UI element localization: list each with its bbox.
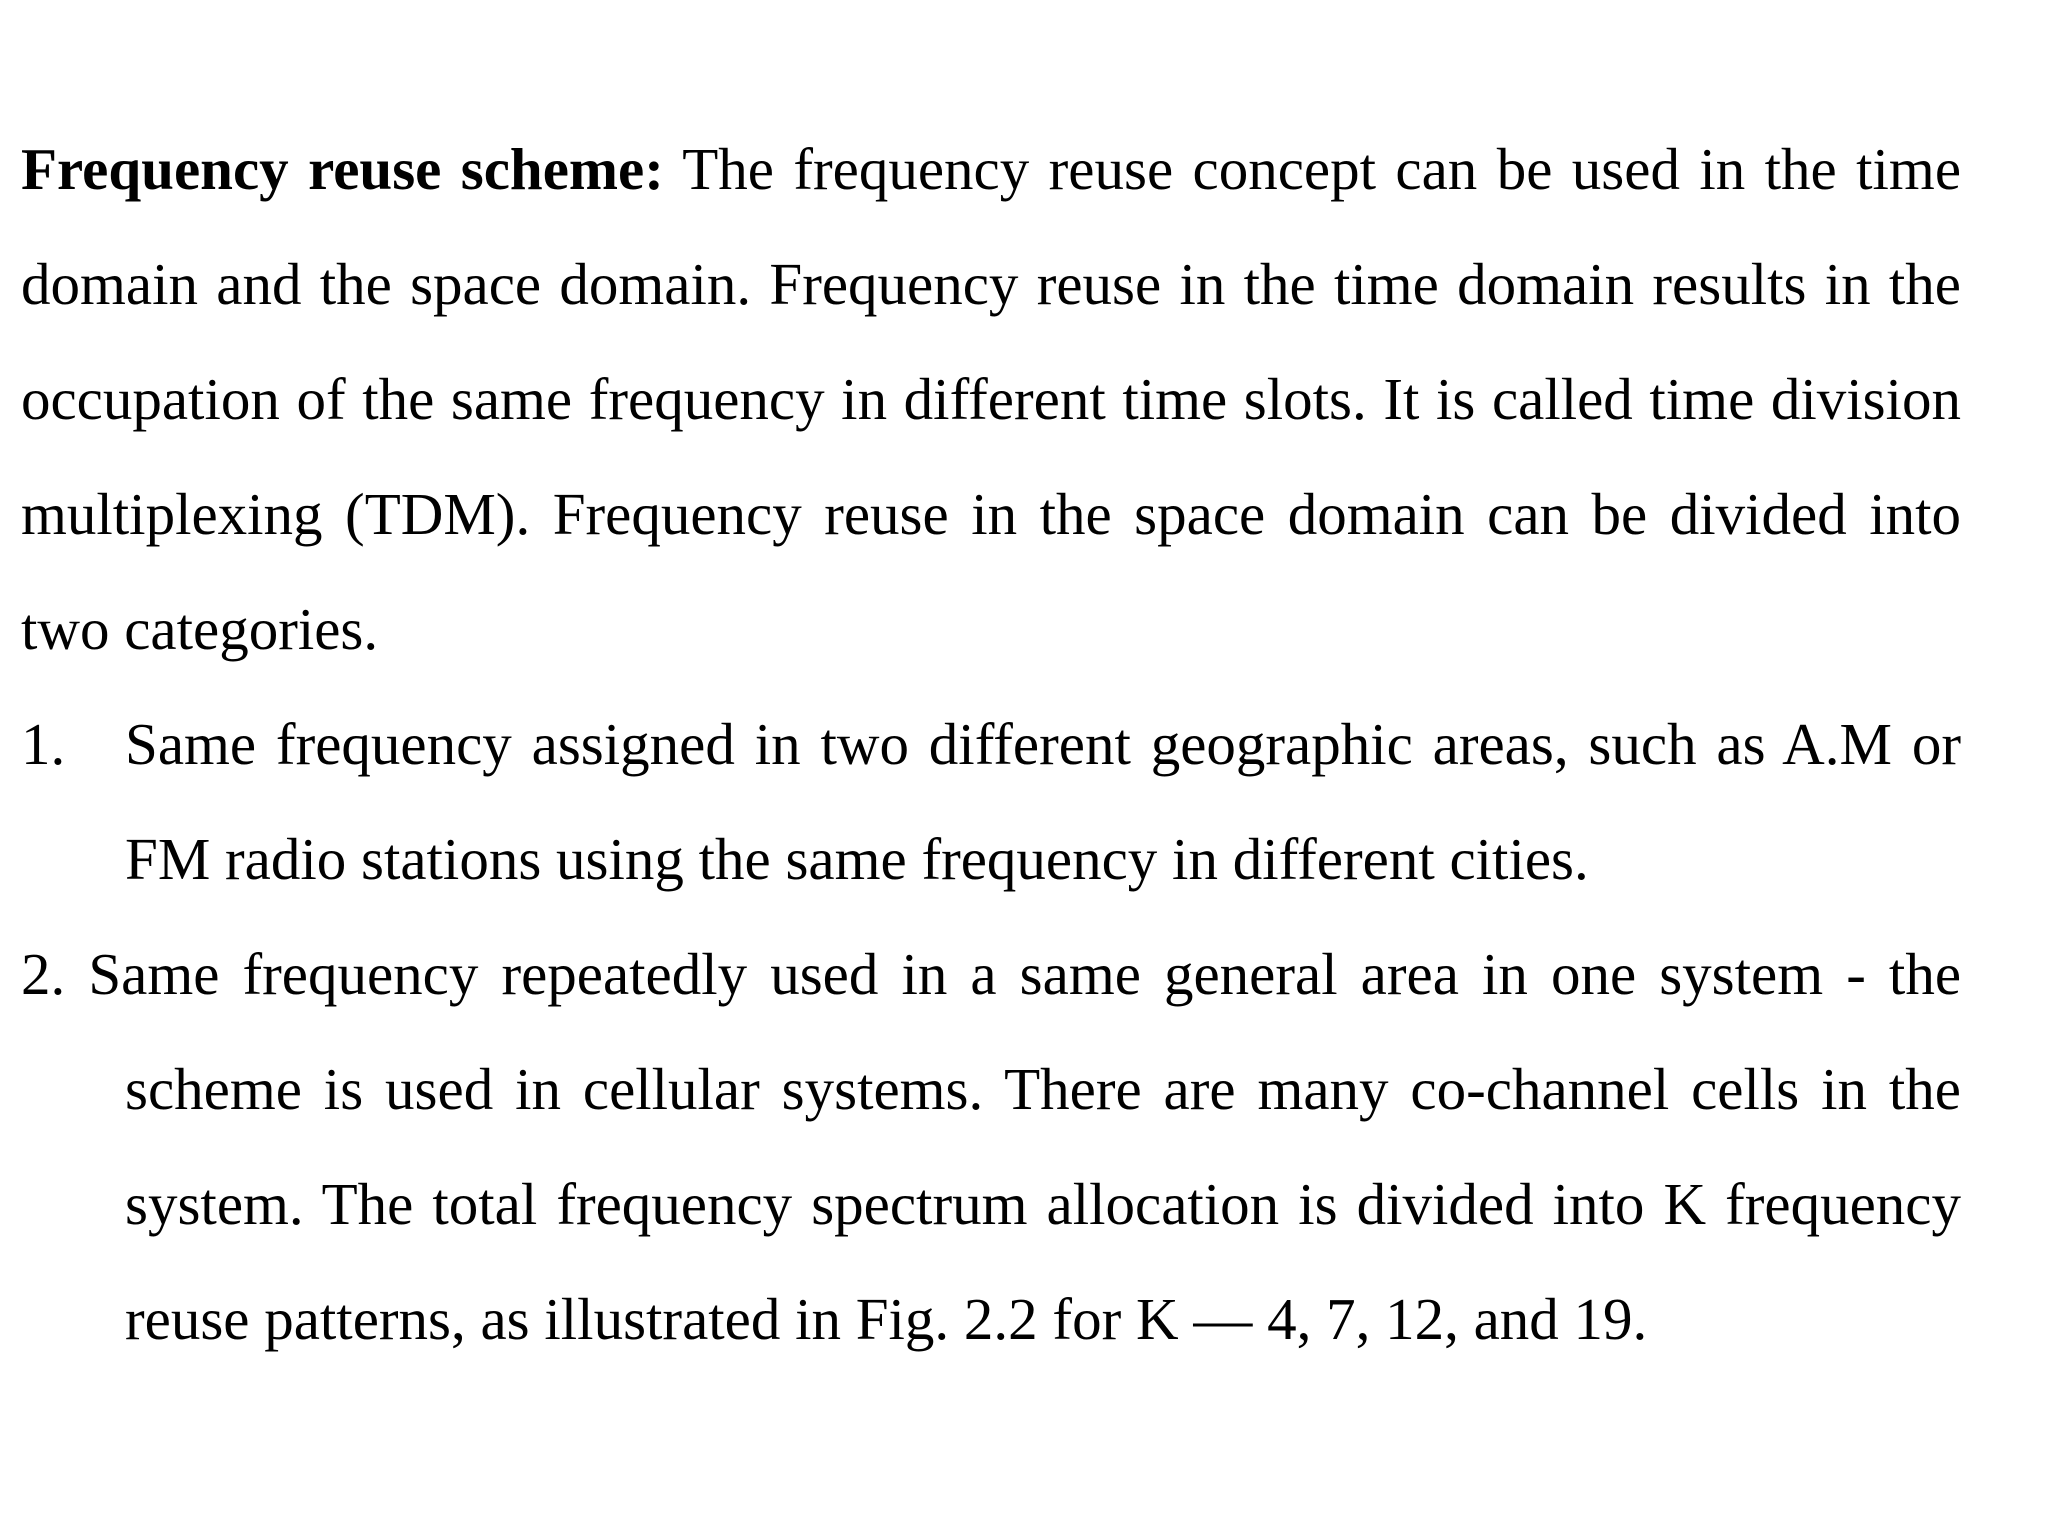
list-item-2-number: 2. [21, 941, 66, 1007]
section-heading: Frequency reuse scheme: [21, 136, 664, 202]
document-page [21, 112, 1961, 1377]
intro-paragraph [21, 112, 1961, 687]
intro-text: The frequency reuse concept can be used in the time domain and the space domain. Frequency reuse in the time domain results in the occupation of the same frequency in different time slots. It is called time division multiplexing (TDM). Frequency reuse in the space domain can be divided into two categories. [21, 136, 1962, 662]
list-item-1-number: 1. [21, 711, 66, 777]
list-item-2-text: Same frequency repeatedly used in a same general area in one system - the scheme is used in cellular systems. There are many co-channel cells in the system. The total frequency spectrum allocation is divided into K frequency reuse patterns, as illustrated in Fig. 2.2 for K — 4, 7, 12, and 19. [88, 941, 1962, 1352]
list-item-1 [21, 687, 1961, 917]
numbered-list [21, 687, 1961, 1377]
list-item-1-text: Same frequency assigned in two different geographic areas, such as A.M or FM radio stations using the same frequency in different cities. [125, 711, 1961, 892]
list-item-2 [21, 917, 1961, 1377]
